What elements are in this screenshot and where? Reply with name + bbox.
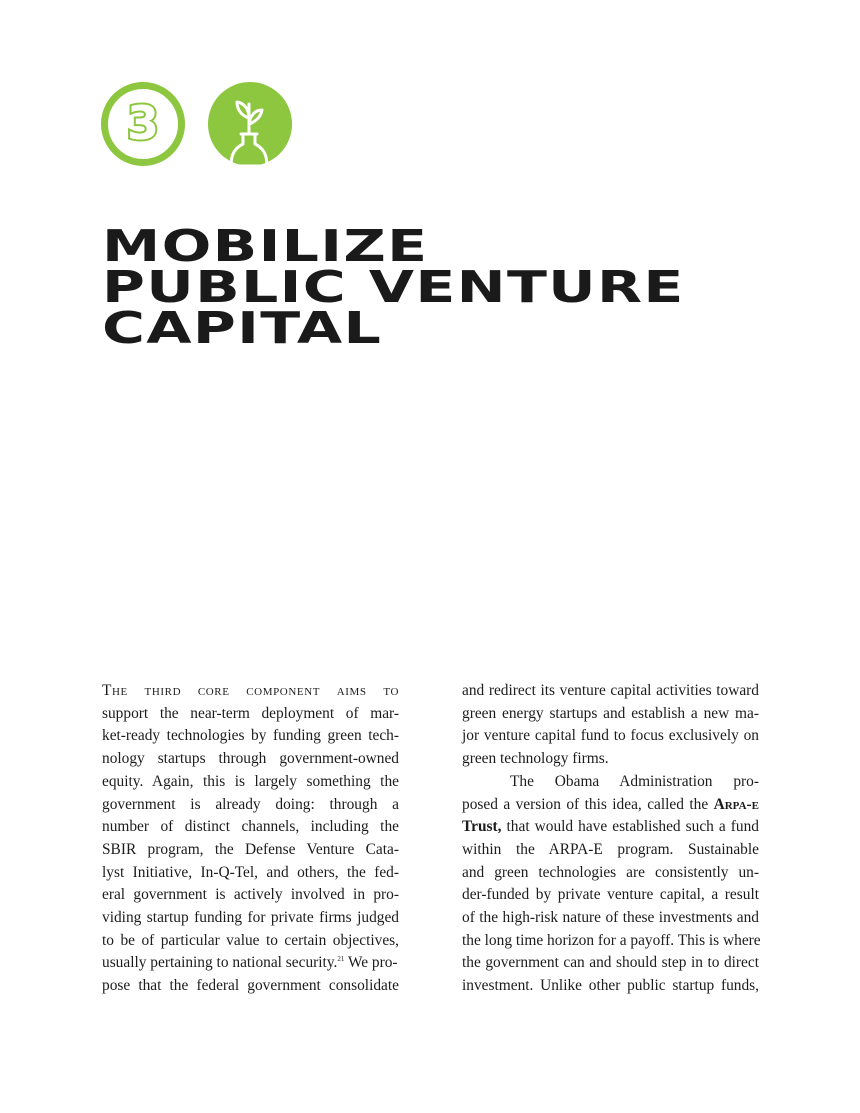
text-line: eral government is actively involved in pro- [102,886,399,904]
sprout-in-flask-icon [208,82,292,166]
body-paragraph [462,771,759,998]
text-line: lyst Initiative, In-Q-Tel, and others, the fed- [102,863,399,881]
text-line: the government can and should step in to direct [462,954,759,972]
text-line: investment. Unlike other public startup funds, [462,977,759,995]
text-line: number of distinct channels, including the [102,818,399,836]
text-line: to be of particular value to certain objectives, [102,931,399,949]
sprout-icon-graphic [208,82,292,166]
text-line: green energy startups and establish a new ma- [462,704,759,722]
text-line [462,816,759,839]
text-line: and redirect its venture capital activities toward [462,682,759,699]
text-line: equity. Again, this is largely something the [102,772,399,790]
section-number: 3 [126,96,159,150]
text-line: government is already doing: through a [102,795,399,813]
left-text-column [102,680,399,998]
text-line: and green technologies are consistently un- [462,863,759,881]
text-fragment: We pro- [344,954,398,972]
text-line [462,794,759,817]
page-title [102,221,685,354]
text-line: within the ARPA-E program. Sustainable [462,840,759,858]
body-paragraph [462,680,759,771]
body-paragraph [102,680,399,998]
text-line [102,952,399,975]
text-line: support the near-term deployment of mar- [102,704,399,722]
text-line: of the high-risk nature of these investments and [462,909,759,927]
text-fragment: posed a version of this idea, called the [462,795,714,813]
title-line: CAPITAL [102,303,383,354]
text-fragment: usually pertaining to national security. [102,954,338,972]
text-line: The Obama Administration pro- [510,772,759,790]
text-fragment: that would have established such a fund [501,818,759,836]
text-line: the long time horizon for a payoff. This is where [462,931,761,949]
title-line: PUBLIC VENTURE [102,262,685,313]
section-number-badge [101,82,185,166]
program-name: Trust, [462,818,502,836]
program-name: Arpa-e [713,795,759,813]
footnote-marker[interactable]: 21 [337,955,345,964]
text-line: green technology firms. [462,750,609,768]
text-line: pose that the federal government consolidate [102,977,399,995]
text-line: ket-ready technologies by funding green tech- [102,727,399,745]
right-text-column [462,680,759,998]
text-line: viding startup funding for private firms judged [102,909,399,927]
text-line: der-funded by private venture capital, a result [462,886,759,904]
title-line: MOBILIZE [102,221,429,272]
text-line: jor venture capital fund to focus exclusively on [462,727,759,745]
lead-in-smallcaps: The third core component aims to [102,682,399,699]
text-line: SBIR program, the Defense Venture Cata- [102,840,399,858]
text-line: nology startups through government-owned [102,750,399,768]
